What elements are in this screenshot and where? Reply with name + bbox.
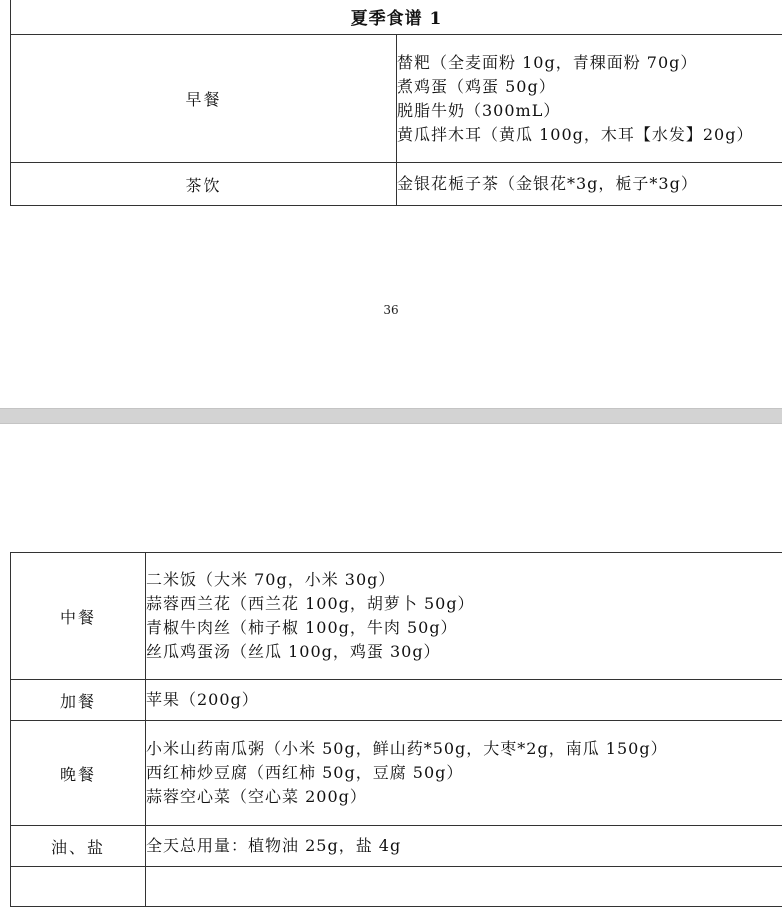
page-number: 36 <box>0 303 782 317</box>
food-list <box>146 680 782 721</box>
food-list <box>146 553 782 680</box>
food-item: 丝瓜鸡蛋汤（丝瓜 100g，鸡蛋 30g） <box>146 640 782 664</box>
table-row <box>11 553 782 680</box>
food-list <box>146 721 782 826</box>
meal-label: 加餐 <box>11 680 146 721</box>
food-item: 煮鸡蛋（鸡蛋 50g） <box>397 75 782 99</box>
food-item: 青椒牛肉丝（柿子椒 100g，牛肉 50g） <box>146 616 782 640</box>
food-item: 二米饭（大米 70g，小米 30g） <box>146 568 782 592</box>
food-item: 蒜蓉西兰花（西兰花 100g，胡萝卜 50g） <box>146 592 782 616</box>
table-row <box>11 721 782 826</box>
document-page-36 <box>0 0 782 408</box>
meal-label: 茶饮 <box>11 163 397 206</box>
table-row <box>11 826 782 867</box>
summer-menu-table-part2 <box>10 552 782 907</box>
document-page-37 <box>0 424 782 872</box>
table-row <box>11 680 782 721</box>
food-item: 金银花栀子茶（金银花*3g，栀子*3g） <box>397 172 782 196</box>
food-item: 全天总用量：植物油 25g，盐 4g <box>146 834 782 858</box>
food-list <box>397 35 782 163</box>
meal-label: 早餐 <box>11 35 397 163</box>
food-item: 榃粑（全麦面粉 10g，青稞面粉 70g） <box>397 51 782 75</box>
meal-label: 中餐 <box>11 553 146 680</box>
food-list <box>146 826 782 867</box>
food-list <box>397 163 782 206</box>
page-separator <box>0 408 782 424</box>
menu-title: 夏季食谱 1 <box>11 0 782 35</box>
table-row <box>11 163 782 206</box>
food-item: 脱脂牛奶（300mL） <box>397 99 782 123</box>
table-row-partial <box>11 867 782 907</box>
summer-menu-table-part1 <box>10 0 782 206</box>
food-item: 蒜蓉空心菜（空心菜 200g） <box>146 785 782 809</box>
meal-label: 晚餐 <box>11 721 146 826</box>
meal-label: 油、盐 <box>11 826 146 867</box>
table-title-row <box>11 0 782 35</box>
food-item: 西红柿炒豆腐（西红柿 50g，豆腐 50g） <box>146 761 782 785</box>
food-item: 苹果（200g） <box>146 688 782 712</box>
table-row <box>11 35 782 163</box>
food-item: 小米山药南瓜粥（小米 50g，鲜山药*50g，大枣*2g，南瓜 150g） <box>146 737 782 761</box>
food-item: 黄瓜拌木耳（黄瓜 100g，木耳【水发】20g） <box>397 123 782 147</box>
